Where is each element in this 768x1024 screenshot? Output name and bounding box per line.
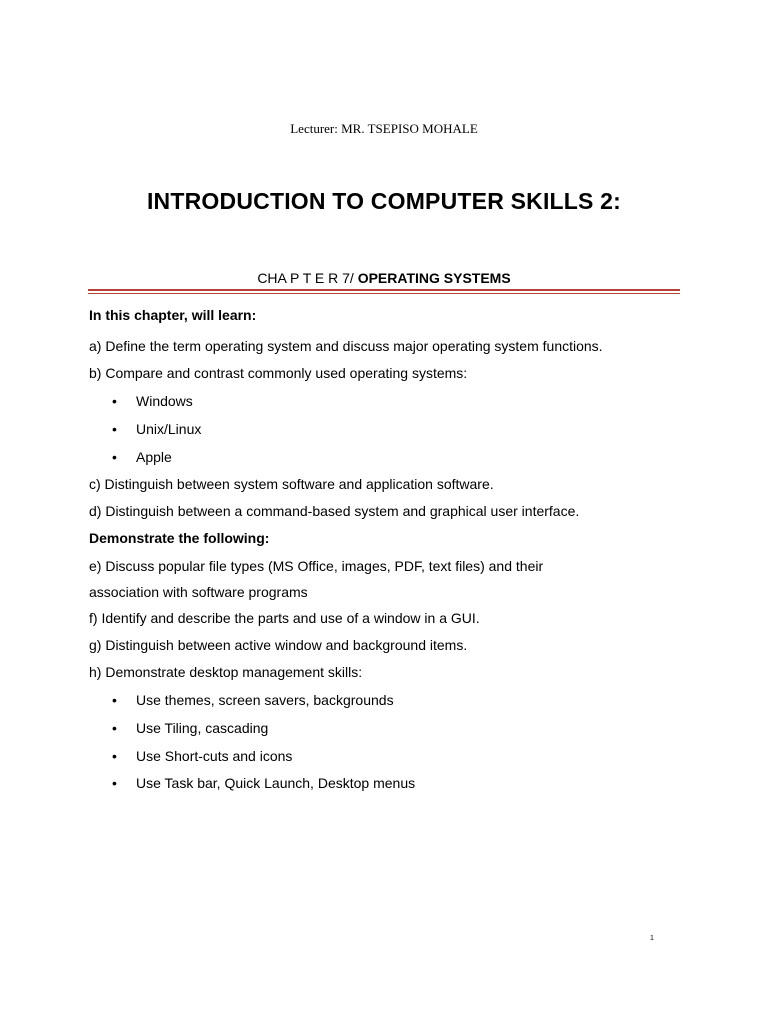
objective-c: c) Distinguish between system software and application software.	[89, 476, 494, 492]
bullet-icon: •	[112, 720, 117, 736]
os-windows: Windows	[136, 393, 193, 409]
bullet-icon: •	[112, 393, 117, 409]
os-unix-linux: Unix/Linux	[136, 421, 202, 437]
objective-e-line2: association with software programs	[89, 584, 308, 600]
bullet-icon: •	[112, 748, 117, 764]
chapter-heading	[0, 270, 768, 286]
list-item	[112, 393, 193, 409]
demonstrate-heading: Demonstrate the following:	[89, 530, 270, 546]
divider-rule-thick	[88, 289, 680, 291]
list-item	[112, 692, 394, 708]
chapter-name: OPERATING SYSTEMS	[357, 270, 511, 286]
objective-f: f) Identify and describe the parts and use of a window in a GUI.	[89, 610, 480, 626]
skill-shortcuts: Use Short-cuts and icons	[136, 748, 293, 764]
skill-taskbar: Use Task bar, Quick Launch, Desktop menus	[136, 775, 416, 791]
list-item	[112, 748, 292, 764]
bullet-icon: •	[112, 449, 117, 465]
objective-e-line1: e) Discuss popular file types (MS Office, images, PDF, text files) and their	[89, 558, 544, 574]
course-title: INTRODUCTION TO COMPUTER SKILLS 2:	[146, 188, 622, 214]
os-apple: Apple	[136, 449, 172, 465]
objective-h: h) Demonstrate desktop management skills:	[89, 664, 363, 680]
divider-rule-thin	[88, 293, 680, 294]
lecturer-name: Lecturer: MR. TSEPISO MOHALE	[290, 121, 478, 136]
skill-themes: Use themes, screen savers, backgrounds	[136, 692, 394, 708]
bullet-icon: •	[112, 775, 117, 791]
objective-b: b) Compare and contrast commonly used operating systems:	[89, 365, 468, 381]
chapter-prefix: CHA P T E R 7/	[257, 270, 358, 286]
skill-tiling: Use Tiling, cascading	[136, 720, 269, 736]
objective-a: a) Define the term operating system and discuss major operating system functions.	[89, 338, 603, 354]
list-item	[112, 421, 201, 437]
list-item	[112, 449, 172, 465]
list-item	[112, 720, 268, 736]
page-number: 1	[650, 935, 654, 942]
objective-g: g) Distinguish between active window and background items.	[89, 637, 468, 653]
bullet-icon: •	[112, 692, 117, 708]
bullet-icon: •	[112, 421, 117, 437]
objective-d: d) Distinguish between a command-based system and graphical user interface.	[89, 503, 580, 519]
list-item	[112, 775, 415, 791]
objectives-heading: In this chapter, will learn:	[89, 307, 257, 323]
